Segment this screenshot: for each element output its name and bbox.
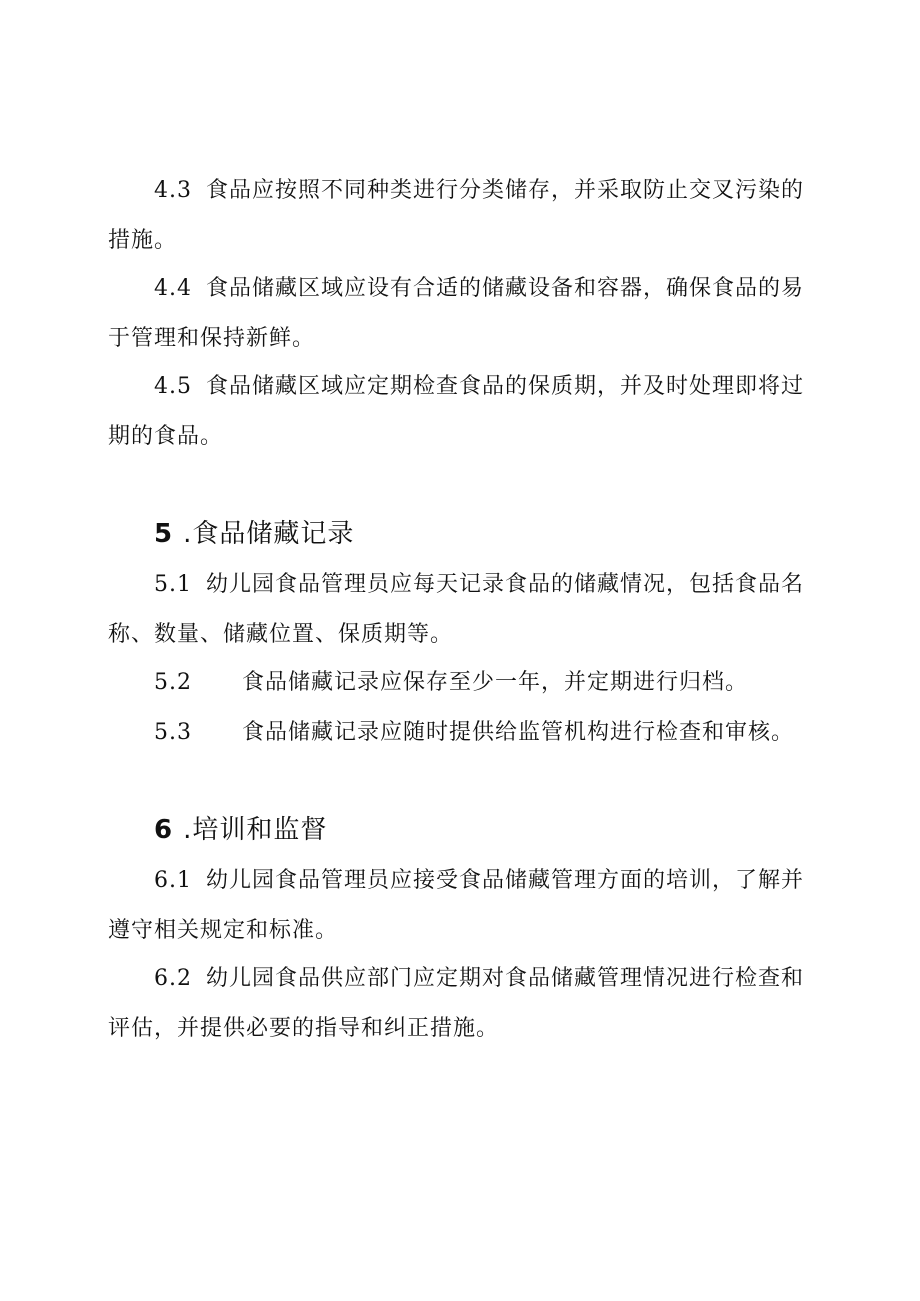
- section-number: 5: [154, 519, 174, 549]
- clause-number: 5.2: [154, 670, 192, 695]
- clause-text: 幼儿园食品管理员应接受食品储藏管理方面的培训，了解并遵守相关规定和标准。: [108, 868, 805, 943]
- clause-number: 4.4: [154, 276, 192, 301]
- clause-5-1: [108, 560, 804, 660]
- clause-4-4: [108, 264, 804, 364]
- section-title: .培训和监督: [183, 815, 328, 845]
- clause-4-3: [108, 166, 804, 266]
- section-6-heading: [154, 810, 327, 850]
- clause-5-2: [108, 658, 804, 708]
- clause-6-1: [108, 856, 804, 956]
- clause-number: 6.2: [154, 966, 192, 991]
- clause-text: 食品储藏区域应设有合适的储藏设备和容器，确保食品的易于管理和保持新鲜。: [108, 276, 805, 351]
- clause-text: 幼儿园食品管理员应每天记录食品的储藏情况，包括食品名称、数量、储藏位置、保质期等。: [108, 572, 805, 647]
- clause-number: 5.3: [154, 720, 192, 745]
- clause-5-3: [108, 708, 804, 758]
- section-number: 6: [154, 815, 174, 845]
- clause-number: 4.3: [154, 178, 192, 203]
- clause-4-5: [108, 362, 804, 462]
- clause-text: 食品储藏记录应保存至少一年，并定期进行归档。: [242, 670, 749, 695]
- clause-text: 食品应按照不同种类进行分类储存，并采取防止交叉污染的措施。: [108, 178, 805, 253]
- clause-number: 5.1: [154, 572, 192, 597]
- clause-number: 6.1: [154, 868, 192, 893]
- section-5-heading: [154, 514, 354, 554]
- clause-6-2: [108, 954, 804, 1054]
- section-title: .食品储藏记录: [183, 519, 355, 549]
- clause-text: 食品储藏记录应随时提供给监管机构进行检查和审核。: [242, 720, 795, 745]
- clause-number: 4.5: [154, 374, 192, 399]
- clause-text: 食品储藏区域应定期检查食品的保质期，并及时处理即将过期的食品。: [108, 374, 805, 449]
- clause-text: 幼儿园食品供应部门应定期对食品储藏管理情况进行检查和评估，并提供必要的指导和纠正措施。: [108, 966, 805, 1041]
